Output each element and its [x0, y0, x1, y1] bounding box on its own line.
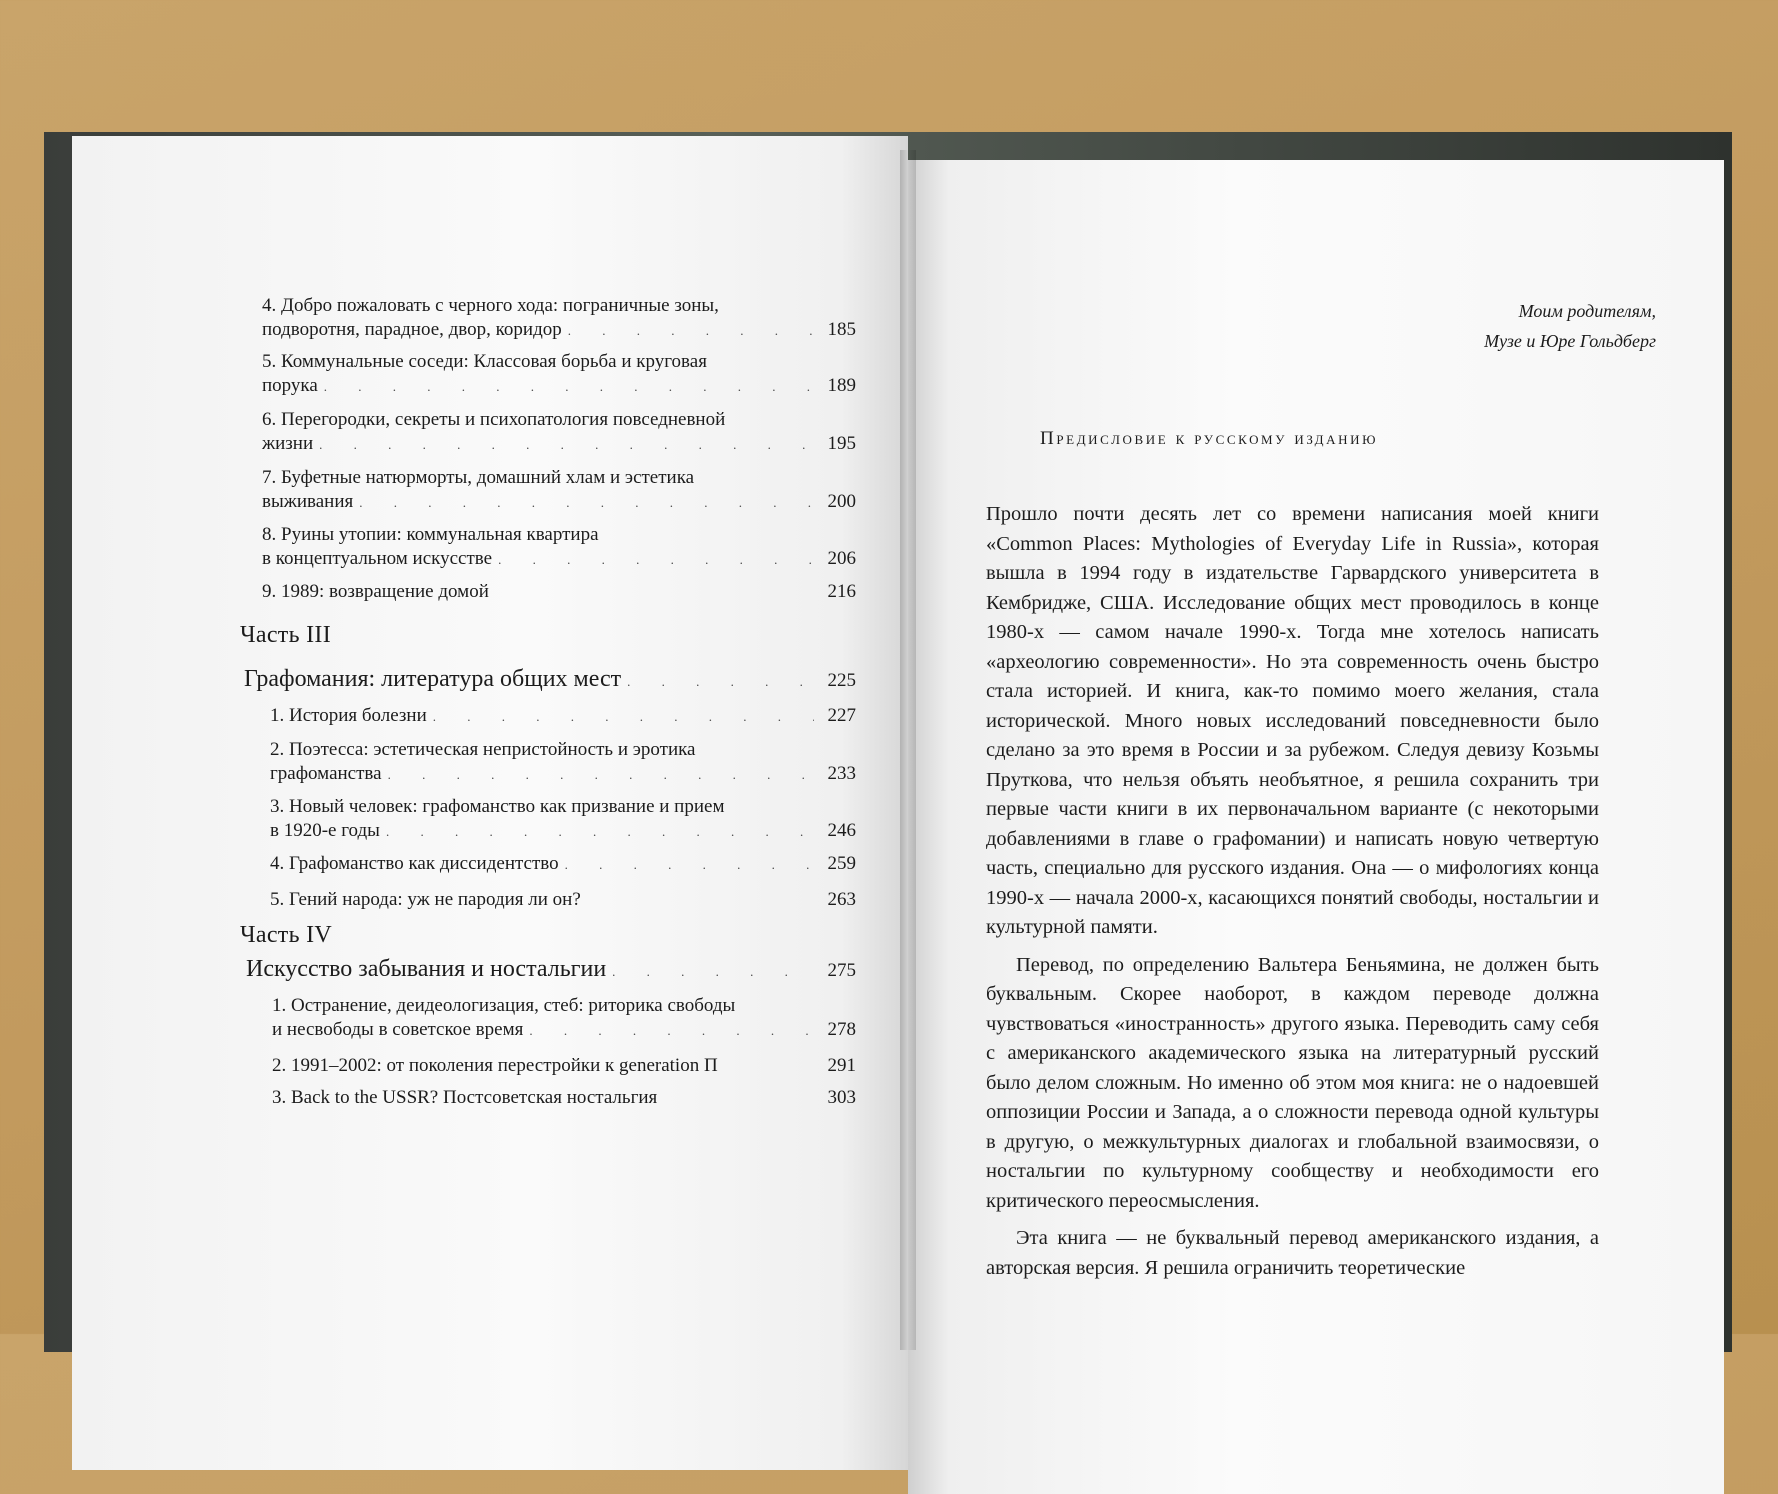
- toc-entry: 5. Коммунальные соседи: Классовая борьба и круговая порука . . . 189: [262, 350, 856, 399]
- toc-entry: 6. Перегородки, секреты и психопатология повседневной жизни . . . 195: [262, 408, 856, 457]
- page-number: 227: [827, 705, 856, 726]
- toc-entry: 3. Back to the USSR? Постсоветская ностальгия 303: [272, 1087, 856, 1108]
- toc-entry: 3. Новый человек: графоманство как призвание и прием в 1920-е годы . . . 246: [270, 795, 856, 844]
- book-gutter: [900, 150, 916, 1350]
- page-number: 259: [827, 853, 856, 874]
- toc-entry: 4. Графоманство как диссидентство . . . 259: [270, 852, 856, 877]
- toc-entry: 9. 1989: возвращение домой 216: [262, 581, 856, 602]
- page-number: 189: [827, 375, 856, 396]
- page-number: 275: [827, 960, 856, 981]
- page-number: 233: [827, 763, 856, 784]
- toc-entry: 1. История болезни . . . 227: [270, 704, 856, 729]
- chapter-heading: Предисловие к русскому изданию: [1040, 428, 1379, 449]
- page-number: 303: [827, 1087, 856, 1108]
- toc-entry: 2. Поэтесса: эстетическая непристойность и эротика графоманства . . . 233: [270, 738, 856, 787]
- toc-entry: 8. Руины утопии: коммунальная квартира в концептуальном искусстве . . . 206: [262, 523, 856, 572]
- part-label: Часть IV: [240, 922, 333, 948]
- page-number: 195: [827, 433, 856, 454]
- part-title: Искусство забывания и ностальгии . . . 275: [246, 954, 856, 987]
- paragraph: Эта книга — не буквальный перевод американского издания, а авторская версия. Я решила ограничить теоретические: [986, 1227, 1599, 1279]
- paragraph: Прошло почти десять лет со времени написания моей книги «Common Places: Mythologies of Everyday Life in Russia», которая вышла в 1994 году в издательстве Гарвардского университета в Кембридже, США. Исследование общих мест проводилось в конце 1980-х — самом начале 1990-х. Тогда мне хотелось написать «археологию современности». Но эта современность очень быстро стала историей. И книга, как-то помимо моего желания, стала исторической. Много новых исследований повседневности было сделано за это время в России и за рубежом. Следуя девизу Козьмы Пруткова, что нельзя объять необъятное, я решила сохранить три первые части книги в их первоначальном варианте (с некоторыми добавлениями в главе о графомании) и написать новую четвертую часть, специально для русского издания. Она — о мифологиях конца 1990-х — начала 2000-х, касающихся понятий свободы, ностальгии и культурной памяти.: [986, 503, 1599, 938]
- page-number: 225: [827, 670, 856, 691]
- page-number: 278: [827, 1019, 856, 1040]
- page-number: 246: [827, 820, 856, 841]
- toc-entry: 2. 1991–2002: от поколения перестройки к generation П 291: [272, 1055, 856, 1076]
- part-title: Графомания: литература общих мест . . . 225: [244, 664, 856, 697]
- page-number: 216: [827, 581, 856, 602]
- paragraph: Перевод, по определению Вальтера Беньямина, не должен быть буквальным. Скорее наоборот, в каждом переводе должна чувствоваться «иностранность» другого языка. Переводить саму себя с американского академического языка на литературный русский было делом сложным. Но именно об этом моя книга: не о надоевшей оппозиции России и Запада, а о сложности перевода одной культуры в другую, о межкультурных диалогах и глобальной взаимосвязи, о ностальгии по культурному сообществу и необходимости его критического переосмысления.: [986, 953, 1599, 1212]
- page-number: 206: [827, 548, 856, 569]
- toc-entry: 4. Добро пожаловать с черного хода: пограничные зоны, подворотня, парадное, двор, коридор . . . 185: [262, 294, 856, 343]
- toc-entry: 5. Гений народа: уж не пародия ли он? 263: [270, 889, 856, 910]
- page-number: 263: [827, 889, 856, 910]
- page-number: 185: [827, 319, 856, 340]
- part-label: Часть III: [240, 622, 332, 648]
- dedication: Моим родителям, Музе и Юре Гольдберг: [1484, 301, 1656, 351]
- toc-entry: 7. Буфетные натюрморты, домашний хлам и эстетика выживания . . . 200: [262, 466, 856, 515]
- toc-entry: 1. Остранение, деидеологизация, стеб: риторика свободы и несвободы в советское время . . . 278: [272, 994, 856, 1043]
- page-number: 200: [827, 491, 856, 512]
- page-number: 291: [827, 1055, 856, 1076]
- body-text: [986, 500, 1599, 1291]
